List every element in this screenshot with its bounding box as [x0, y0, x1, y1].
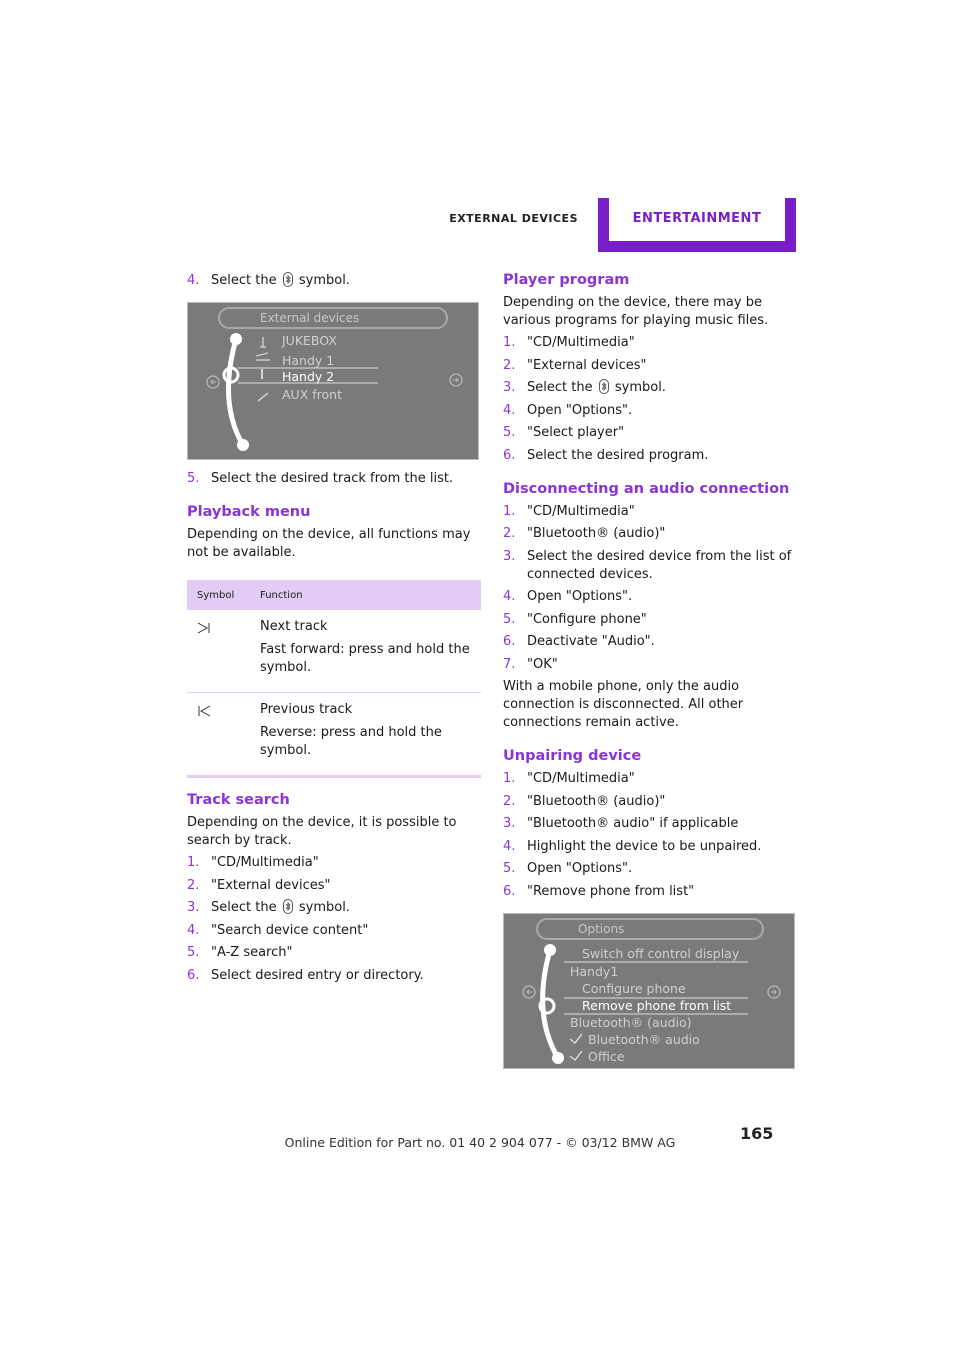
- list-item: [503, 815, 797, 833]
- list-item: [187, 922, 481, 940]
- step-number: 1.: [503, 771, 516, 786]
- step-text: "A-Z search": [211, 945, 293, 960]
- step-number: 5.: [503, 425, 516, 440]
- step-text: Open "Options".: [527, 402, 633, 418]
- step-text: "CD/Multimedia": [211, 855, 319, 870]
- step-text: [211, 272, 481, 290]
- step-number: 3.: [503, 816, 516, 831]
- step-text-post: symbol.: [298, 273, 350, 288]
- step-text: Select desired entry or directory.: [211, 967, 424, 983]
- heading-track-search: Track search: [187, 792, 290, 808]
- step-text: "OK": [527, 656, 558, 672]
- step-text-pre: Select the: [211, 900, 277, 915]
- list-item: [503, 883, 797, 901]
- step-text: "CD/Multimedia": [527, 335, 635, 350]
- step-number: 4.: [503, 402, 516, 418]
- list-item: [503, 447, 797, 465]
- step-text: Highlight the device to be unpaired.: [527, 838, 762, 854]
- list-item: [187, 854, 481, 872]
- list-item: [503, 838, 797, 856]
- step-number: 2.: [503, 526, 516, 541]
- list-item: [503, 503, 797, 521]
- screen-item: Handy1: [570, 963, 619, 979]
- screen-item: AUX front: [282, 387, 342, 402]
- list-item: [503, 588, 797, 606]
- list-item: [503, 525, 797, 543]
- step-text: "Bluetooth® audio" if applicable: [527, 816, 739, 831]
- list-item: [187, 967, 481, 985]
- track-search-steps: [187, 854, 481, 985]
- screen-item: Configure phone: [582, 980, 686, 996]
- previous-track-icon: [197, 705, 211, 717]
- step-number: 6.: [503, 634, 516, 649]
- screen-item: Switch off control display: [582, 945, 740, 961]
- screen-item: Bluetooth® audio: [588, 1031, 700, 1047]
- list-item: [503, 611, 797, 629]
- col-header-symbol: Symbol: [187, 580, 260, 610]
- screen-item-selected: Remove phone from list: [582, 997, 732, 1013]
- step-text: "CD/Multimedia": [527, 771, 635, 786]
- step-text-post: symbol.: [614, 380, 666, 395]
- step-select-track: [187, 470, 481, 488]
- step-text: Deactivate "Audio".: [527, 634, 655, 649]
- list-item: [503, 793, 797, 811]
- screenshot-external-devices: [187, 302, 479, 460]
- left-column: [187, 272, 481, 989]
- step-text: "Configure phone": [527, 611, 647, 627]
- chapter-tab-label: ENTERTAINMENT: [632, 211, 762, 226]
- step-text: "External devices": [211, 877, 331, 893]
- col-header-function: Function: [260, 580, 481, 610]
- list-item: [503, 402, 797, 420]
- step-number: 3.: [503, 380, 516, 395]
- screenshot-options-menu: [503, 913, 795, 1069]
- step-number: 6.: [187, 967, 200, 983]
- chapter-tab: [598, 198, 796, 252]
- step-text: "Remove phone from list": [527, 883, 695, 899]
- step-number: 1.: [503, 335, 516, 350]
- player-steps: [503, 334, 797, 465]
- screen-title: Options: [578, 921, 625, 936]
- step-number: 2.: [503, 793, 516, 809]
- disconnect-steps: [503, 503, 797, 674]
- function-detail: Fast forward: press and hold the symbol.: [260, 642, 470, 675]
- list-item: [187, 944, 481, 962]
- step-text: Select the desired track from the list.: [211, 471, 454, 486]
- page-number: 165: [740, 1124, 774, 1143]
- step-text-pre: Select the: [211, 273, 277, 288]
- edition-line: Online Edition for Part no. 01 40 2 904 077 - © 03/12 BMW AG: [284, 1135, 676, 1150]
- next-track-icon: [197, 622, 211, 634]
- step-text-post: symbol.: [298, 900, 350, 915]
- step-number: 3.: [503, 548, 516, 564]
- screen-item: Handy 1: [282, 353, 335, 368]
- step-number: 4.: [187, 273, 200, 288]
- step-text: "CD/Multimedia": [527, 503, 635, 519]
- list-item: [503, 334, 797, 352]
- track-search-intro: Depending on the device, it is possible to search by track.: [187, 815, 457, 848]
- step-text: "Bluetooth® (audio)": [527, 793, 666, 809]
- step-number: 6.: [503, 883, 516, 899]
- step-number: 5.: [187, 471, 200, 486]
- list-item: [503, 770, 797, 788]
- step-text: Open "Options".: [527, 589, 633, 604]
- step-number: 5.: [503, 611, 516, 627]
- step-text: "Select player": [527, 425, 625, 440]
- table-divider: [187, 775, 481, 778]
- list-item: [503, 860, 797, 878]
- list-item: [503, 548, 797, 584]
- step-number: 1.: [187, 855, 200, 870]
- list-item: [503, 656, 797, 674]
- step-number: 2.: [187, 877, 200, 893]
- step-text: "Bluetooth® (audio)": [527, 526, 666, 541]
- disconnect-note: With a mobile phone, only the audio connection is disconnected. All other connections remain active.: [503, 679, 744, 730]
- screen-title: External devices: [260, 311, 360, 325]
- list-item: [187, 877, 481, 895]
- list-item: [503, 357, 797, 375]
- step-number: 7.: [503, 656, 516, 672]
- heading-playback-menu: Playback menu: [187, 504, 311, 520]
- step-text: "Search device content": [211, 922, 369, 938]
- screen-item-selected: Handy 2: [282, 369, 335, 384]
- step-number: 5.: [503, 861, 516, 876]
- bluetooth-icon: [283, 899, 293, 914]
- function-name: Previous track: [260, 702, 353, 717]
- right-column: [503, 272, 797, 1069]
- screen-item: Bluetooth® (audio): [570, 1014, 692, 1030]
- step-number: 4.: [503, 838, 516, 854]
- step-text: "External devices": [527, 357, 647, 373]
- step-text: Select the desired device from the list of connected devices.: [527, 548, 792, 582]
- playback-intro: Depending on the device, all functions may not be available.: [187, 527, 471, 560]
- bluetooth-icon: [599, 379, 609, 394]
- step-text-pre: Select the: [527, 380, 593, 395]
- heading-disconnect-audio: Disconnecting an audio connection: [503, 480, 790, 497]
- step-select-bt-symbol: [187, 272, 481, 290]
- section-header: EXTERNAL DEVICES: [449, 212, 578, 225]
- screen-item: JUKEBOX: [282, 333, 337, 348]
- step-number: 3.: [187, 900, 200, 915]
- table-row: [187, 693, 481, 776]
- bluetooth-icon: [283, 272, 293, 287]
- heading-player-program: Player program: [503, 272, 630, 288]
- screen-item: Office: [588, 1048, 625, 1064]
- unpair-steps: [503, 770, 797, 901]
- function-name: Next track: [260, 619, 328, 634]
- step-number: 2.: [503, 357, 516, 373]
- table-row: [187, 610, 481, 693]
- step-text: Open "Options".: [527, 861, 633, 876]
- heading-unpairing-device: Unpairing device: [503, 748, 642, 764]
- step-number: 6.: [503, 447, 516, 463]
- function-detail: Reverse: press and hold the symbol.: [260, 725, 442, 758]
- playback-function-table: [187, 580, 481, 775]
- step-text: Select the desired program.: [527, 447, 709, 463]
- step-number: 1.: [503, 503, 516, 519]
- step-number: 4.: [187, 922, 200, 938]
- list-item: [503, 633, 797, 651]
- list-item: [503, 379, 797, 397]
- step-text: [527, 379, 797, 397]
- list-item: [503, 424, 797, 442]
- list-item: [187, 899, 481, 917]
- step-number: 5.: [187, 945, 200, 960]
- step-number: 4.: [503, 589, 516, 604]
- player-intro: Depending on the device, there may be various programs for playing music files.: [503, 295, 769, 328]
- step-text: [211, 899, 481, 917]
